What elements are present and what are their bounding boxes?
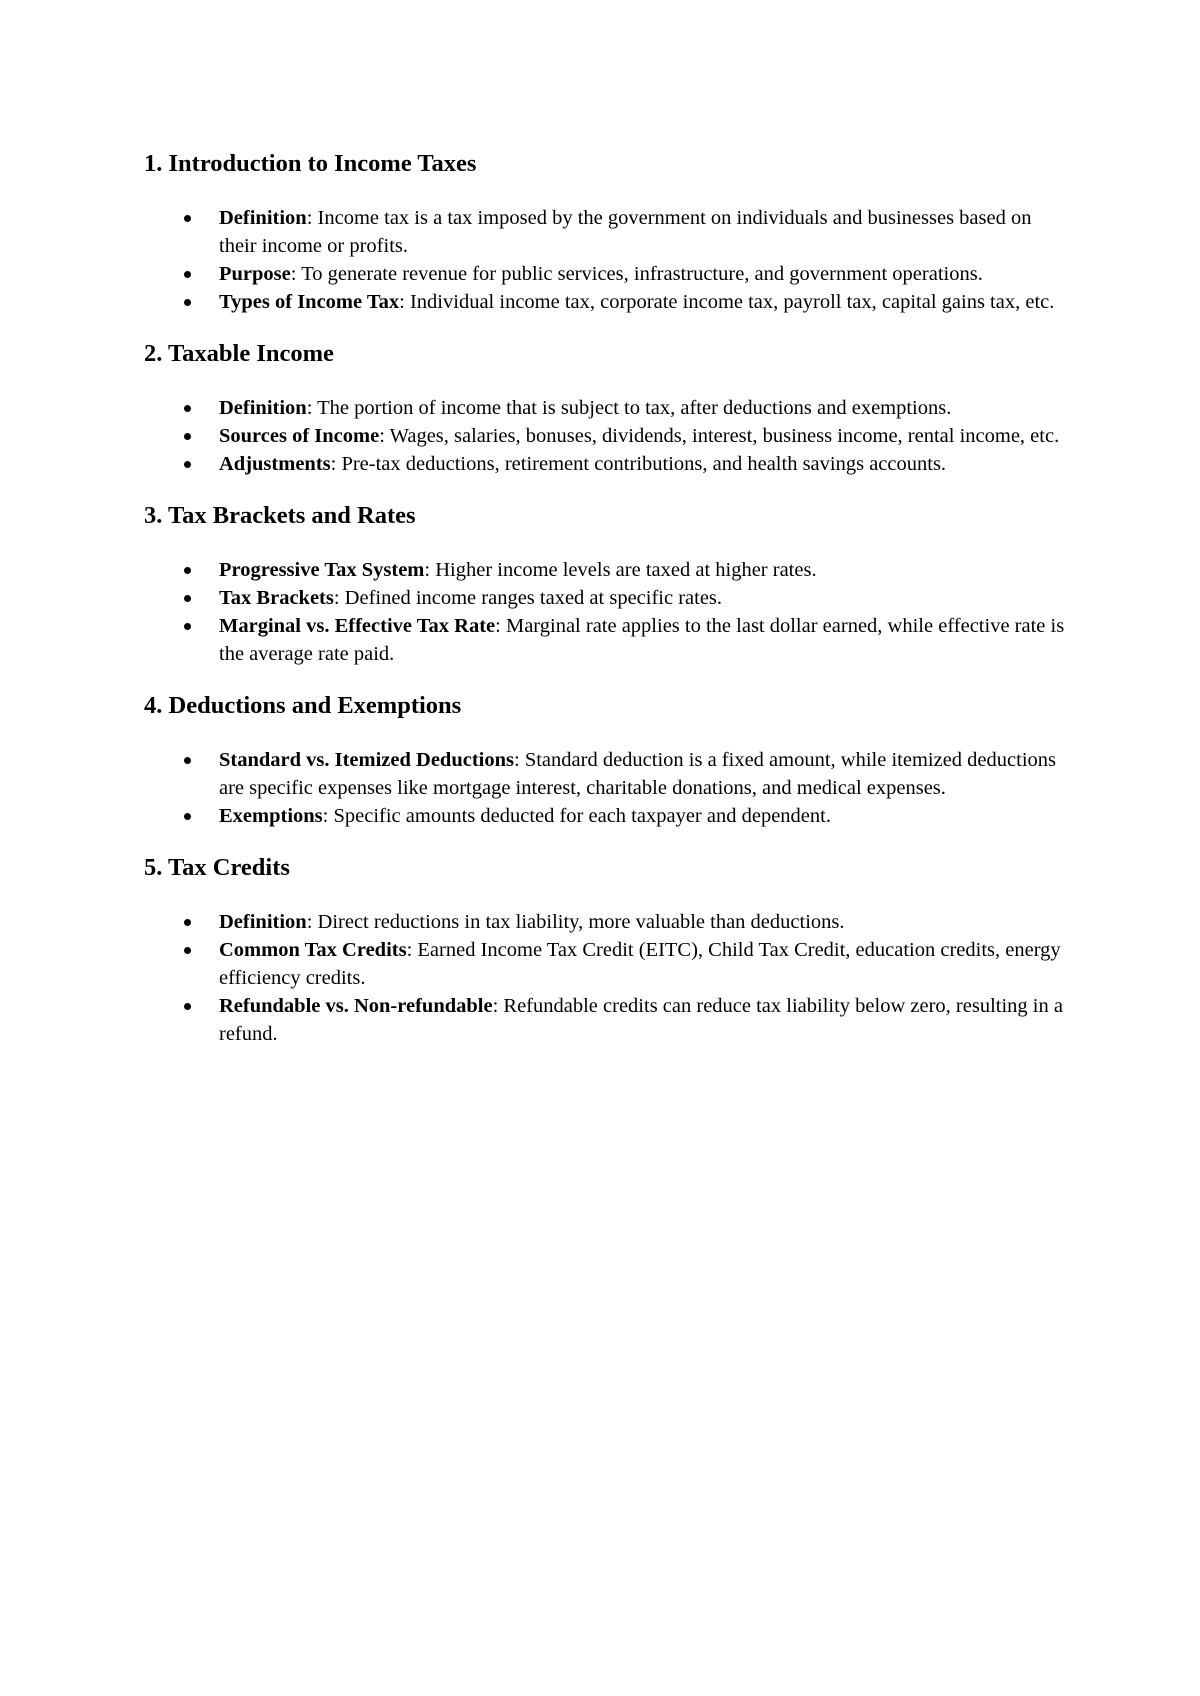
list-item: [144, 450, 1074, 478]
item-separator: :: [306, 207, 318, 229]
section-heading: 2. Taxable Income: [144, 340, 334, 367]
section-heading: 5. Tax Credits: [144, 854, 290, 881]
item-separator: :: [330, 453, 342, 475]
item-text: Refundable credits can reduce tax liability below zero, resulting in a refund.: [219, 995, 1063, 1045]
section-deductions: [144, 690, 1074, 830]
item-separator: :: [406, 939, 418, 961]
list-item: [144, 422, 1074, 450]
list-item: [144, 584, 1074, 612]
item-text: To generate revenue for public services, infrastructure, and government operations.: [301, 263, 983, 285]
list-item: [144, 936, 1074, 992]
bullet-list: [144, 908, 1074, 1048]
item-separator: :: [379, 425, 390, 447]
item-term: Types of Income Tax: [219, 291, 400, 313]
item-text: Defined income ranges taxed at specific rates.: [344, 587, 723, 609]
document-content: [144, 148, 1074, 1070]
item-separator: :: [424, 559, 436, 581]
item-term: Adjustments: [219, 453, 331, 475]
item-separator: :: [399, 291, 410, 313]
section-heading: 1. Introduction to Income Taxes: [144, 150, 477, 177]
list-item: [144, 802, 1074, 830]
item-term: Progressive Tax System: [219, 559, 425, 581]
bullet-icon: [184, 299, 191, 306]
bullet-icon: [184, 947, 191, 954]
section-tax-brackets: [144, 500, 1074, 668]
item-text: Individual income tax, corporate income tax, payroll tax, capital gains tax, etc.: [409, 291, 1055, 313]
item-term: Tax Brackets: [219, 587, 334, 609]
item-term: Purpose: [219, 263, 291, 285]
item-separator: :: [306, 911, 318, 933]
list-item: [144, 612, 1074, 668]
bullet-list: [144, 746, 1074, 830]
bullet-icon: [184, 757, 191, 764]
list-item: [144, 746, 1074, 802]
item-term: Standard vs. Itemized Deductions: [219, 749, 514, 771]
item-term: Sources of Income: [219, 425, 380, 447]
item-text: Earned Income Tax Credit (EITC), Child Tax Credit, education credits, energy efficiency credits.: [219, 939, 1061, 989]
item-term: Definition: [219, 207, 307, 229]
list-item: [144, 556, 1074, 584]
bullet-icon: [184, 813, 191, 820]
list-item: [144, 992, 1074, 1048]
list-item: [144, 288, 1074, 316]
bullet-list: [144, 394, 1074, 478]
item-text: Higher income levels are taxed at higher rates.: [435, 559, 817, 581]
item-term: Exemptions: [219, 805, 323, 827]
item-separator: :: [333, 587, 345, 609]
bullet-icon: [184, 433, 191, 440]
item-term: Refundable vs. Non-refundable: [219, 995, 493, 1017]
item-term: Common Tax Credits: [219, 939, 407, 961]
list-item: [144, 908, 1074, 936]
item-text: Marginal rate applies to the last dollar earned, while effective rate is the average rate paid.: [219, 615, 1065, 665]
section-heading: 4. Deductions and Exemptions: [144, 692, 462, 719]
item-separator: :: [514, 749, 525, 771]
section-taxable-income: [144, 338, 1074, 478]
item-text: Standard deduction is a fixed amount, while itemized deductions are specific expenses like mortgage interest, charitable donations, and medical expenses.: [219, 749, 1056, 799]
list-item: [144, 394, 1074, 422]
item-term: Definition: [219, 397, 307, 419]
section-introduction: [144, 148, 1074, 316]
bullet-icon: [184, 623, 191, 630]
list-item: [144, 204, 1074, 260]
item-separator: :: [290, 263, 302, 285]
list-item: [144, 260, 1074, 288]
section-tax-credits: [144, 852, 1074, 1048]
item-text: The portion of income that is subject to tax, after deductions and exemptions.: [317, 397, 952, 419]
bullet-list: [144, 556, 1074, 668]
item-text: Specific amounts deducted for each taxpayer and dependent.: [333, 805, 831, 827]
bullet-icon: [184, 567, 191, 574]
bullet-icon: [184, 461, 191, 468]
bullet-list: [144, 204, 1074, 316]
bullet-icon: [184, 405, 191, 412]
item-text: Wages, salaries, bonuses, dividends, interest, business income, rental income, etc.: [389, 425, 1060, 447]
item-text: Pre-tax deductions, retirement contributions, and health savings accounts.: [341, 453, 947, 475]
item-text: Income tax is a tax imposed by the government on individuals and businesses based on their income or profits.: [219, 207, 1032, 257]
item-separator: :: [322, 805, 334, 827]
item-separator: :: [306, 397, 318, 419]
bullet-icon: [184, 271, 191, 278]
bullet-icon: [184, 1003, 191, 1010]
section-heading: 3. Tax Brackets and Rates: [144, 502, 416, 529]
bullet-icon: [184, 215, 191, 222]
item-separator: :: [495, 615, 506, 637]
item-separator: :: [492, 995, 504, 1017]
bullet-icon: [184, 919, 191, 926]
item-text: Direct reductions in tax liability, more valuable than deductions.: [317, 911, 845, 933]
item-term: Definition: [219, 911, 307, 933]
bullet-icon: [184, 595, 191, 602]
item-term: Marginal vs. Effective Tax Rate: [219, 615, 496, 637]
